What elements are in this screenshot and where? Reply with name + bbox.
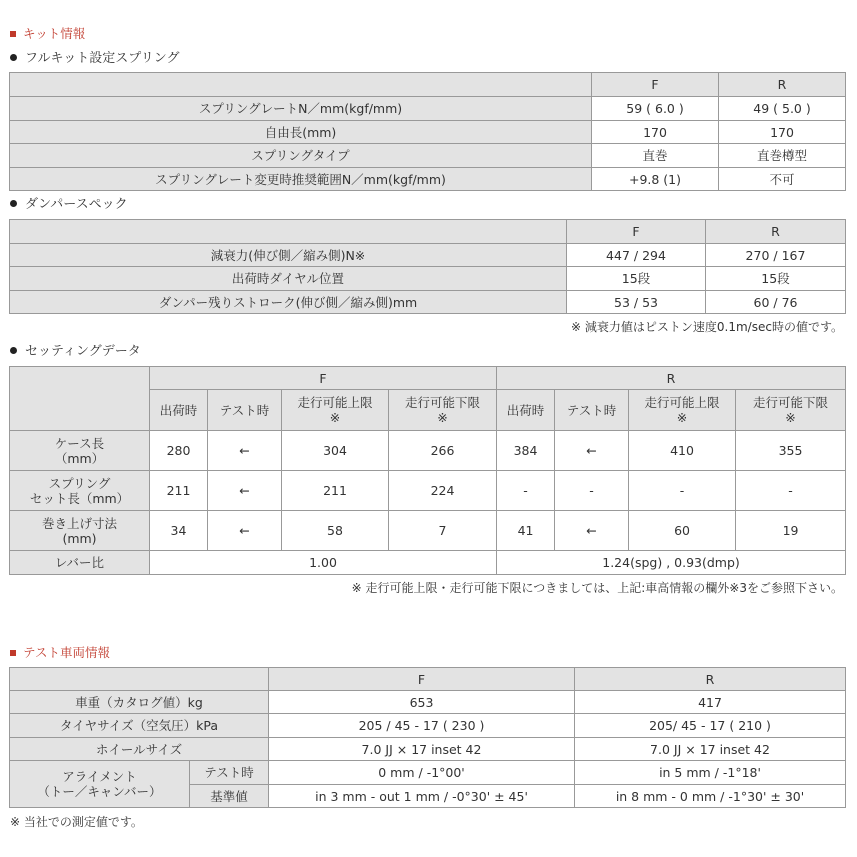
table-row [10,267,846,291]
cell-r: 170 [719,121,846,144]
table-row [10,431,846,471]
row-label: タイヤサイズ（空気圧）kPa [10,714,269,738]
spring-corner-cell [10,73,592,97]
setting-group-r: R [497,367,846,390]
cell-f: 15段 [567,267,706,291]
red-square-icon [10,31,16,37]
row-label: 車重（カタログ値）kg [10,691,269,714]
vehicle-corner-cell [10,668,269,691]
f-shipping-header: 出荷時 [150,390,208,431]
row-label: 自由長(mm) [10,121,592,144]
cell: 41 [497,511,555,551]
r-lower-header: 走行可能下限 ※ [736,390,846,431]
r-shipping-header: 出荷時 [497,390,555,431]
cell-f: 直巻 [592,144,719,168]
cell: 304 [282,431,389,471]
cell-r: 49 ( 5.0 ) [719,97,846,121]
cell-r: 不可 [719,168,846,191]
bullet-icon [10,54,17,61]
table-row [10,291,846,314]
cell-f: 170 [592,121,719,144]
lever-r: 1.24(spg) , 0.93(dmp) [497,551,846,575]
table-row [10,761,846,785]
row-label: ホイールサイズ [10,738,269,761]
setting-corner-cell [10,367,150,431]
cell: ← [208,471,282,511]
f-lower-header: 走行可能下限 ※ [389,390,497,431]
kit-section-title: キット情報 [10,24,85,42]
row-label: スプリングレートN／mm(kgf/mm) [10,97,592,121]
bullet-icon [10,347,17,354]
r-upper-header: 走行可能上限 ※ [629,390,736,431]
cell: 58 [282,511,389,551]
table-row [10,168,846,191]
cell: - [736,471,846,511]
cell-r: 7.0 JJ × 17 inset 42 [575,738,846,761]
f-test-header: テスト時 [208,390,282,431]
alignment-test-f: 0 mm / -1°00' [269,761,575,785]
cell-f: 205 / 45 - 17 ( 230 ) [269,714,575,738]
setting-table [9,366,846,575]
cell: 34 [150,511,208,551]
spring-col-f: F [592,73,719,97]
red-square-icon [10,650,16,656]
cell: 224 [389,471,497,511]
cell-f: +9.8 (1) [592,168,719,191]
setting-note: ※ 走行可能上限・走行可能下限につきましては、上記:車高情報の欄外※3をご参照下さい。 [351,581,843,595]
row-label: 巻き上げ寸法 (mm) [10,511,150,551]
cell: 266 [389,431,497,471]
cell: 60 [629,511,736,551]
vehicle-col-r: R [575,668,846,691]
cell-r: 270 / 167 [706,244,846,267]
damper-col-f: F [567,220,706,244]
cell: 211 [282,471,389,511]
vehicle-col-f: F [269,668,575,691]
cell: 384 [497,431,555,471]
bullet-icon [10,200,17,207]
row-label: 減衰力(伸び側／縮み側)N※ [10,244,567,267]
damper-note: ※ 減衰力値はピストン速度0.1m/sec時の値です。 [571,320,843,334]
table-row [10,97,846,121]
cell: ← [555,431,629,471]
cell-r: 直巻樽型 [719,144,846,168]
setting-subtitle: セッティングデータ [10,340,141,359]
alignment-base-f: in 3 mm - out 1 mm / -0°30' ± 45' [269,785,575,808]
cell: 355 [736,431,846,471]
table-row [10,244,846,267]
cell-r: 205/ 45 - 17 ( 210 ) [575,714,846,738]
cell-f: 653 [269,691,575,714]
cell-f: 59 ( 6.0 ) [592,97,719,121]
table-row [10,738,846,761]
damper-table [9,219,846,314]
test-vehicle-section-title: テスト車両情報 [10,643,110,661]
cell-r: 417 [575,691,846,714]
lever-label: レバー比 [10,551,150,575]
table-row [10,144,846,168]
spring-col-r: R [719,73,846,97]
table-row [10,714,846,738]
cell: 280 [150,431,208,471]
cell-r: 15段 [706,267,846,291]
cell-f: 7.0 JJ × 17 inset 42 [269,738,575,761]
row-label: 出荷時ダイヤル位置 [10,267,567,291]
alignment-test-label: テスト時 [190,761,269,785]
setting-group-f: F [150,367,497,390]
row-label: スプリングレート変更時推奨範囲N／mm(kgf/mm) [10,168,592,191]
table-row [10,691,846,714]
cell: ← [208,511,282,551]
r-test-header: テスト時 [555,390,629,431]
cell: 19 [736,511,846,551]
test-vehicle-table [9,667,846,808]
alignment-test-r: in 5 mm / -1°18' [575,761,846,785]
alignment-base-r: in 8 mm - 0 mm / -1°30' ± 30' [575,785,846,808]
cell: 410 [629,431,736,471]
cell: - [555,471,629,511]
alignment-label: アライメント （トー／キャンバー） [10,761,190,808]
lever-f: 1.00 [150,551,497,575]
damper-corner-cell [10,220,567,244]
damper-col-r: R [706,220,846,244]
cell-f: 53 / 53 [567,291,706,314]
cell: - [629,471,736,511]
row-label: スプリング セット長（mm） [10,471,150,511]
spring-subtitle: フルキット設定スプリング [10,47,179,66]
cell: 211 [150,471,208,511]
row-label: スプリングタイプ [10,144,592,168]
cell: - [497,471,555,511]
damper-subtitle: ダンパースペック [10,193,128,212]
vehicle-note: ※ 当社での測定値です。 [10,815,143,829]
cell: ← [208,431,282,471]
spring-table [9,72,846,191]
cell-r: 60 / 76 [706,291,846,314]
table-row [10,121,846,144]
table-row [10,471,846,511]
cell: ← [555,511,629,551]
table-row [10,511,846,551]
row-label: ケース長 （mm） [10,431,150,471]
cell: 7 [389,511,497,551]
cell-f: 447 / 294 [567,244,706,267]
row-label: ダンパー残りストローク(伸び側／縮み側)mm [10,291,567,314]
f-upper-header: 走行可能上限 ※ [282,390,389,431]
alignment-base-label: 基準値 [190,785,269,808]
table-row [10,551,846,575]
